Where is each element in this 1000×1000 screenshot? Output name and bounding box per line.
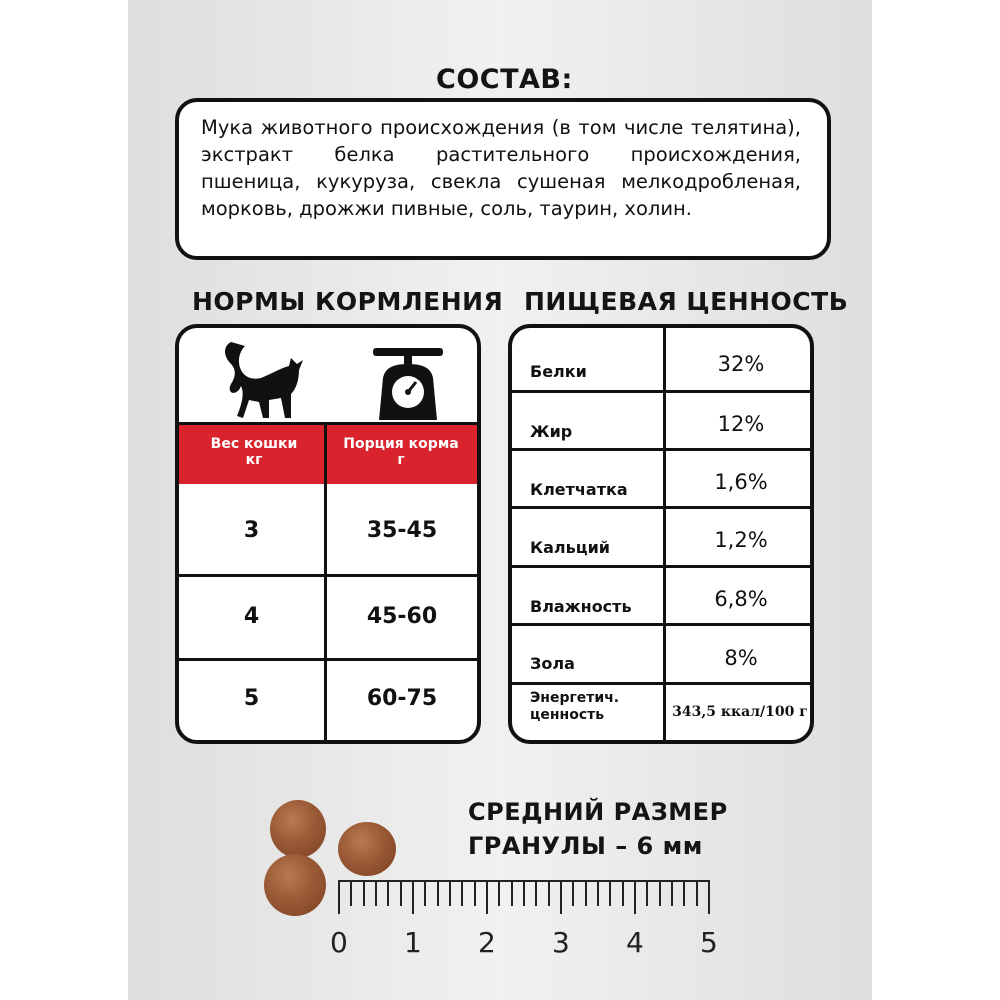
nutrition-row-divider	[512, 565, 810, 568]
nutrient-value: 32%	[717, 352, 765, 376]
ruler-tick	[375, 880, 377, 906]
table-row-portion: 35-45	[366, 518, 438, 543]
nutrition-table	[508, 324, 814, 744]
ruler-tick	[523, 880, 525, 906]
table-row-portion: 60-75	[366, 686, 438, 711]
ruler-tick	[461, 880, 463, 906]
kibble-granule	[270, 800, 326, 858]
col-weight-unit: кг	[245, 452, 263, 468]
feeding-table	[175, 324, 481, 744]
kibble-granule	[264, 854, 326, 916]
kibble-granule	[338, 822, 396, 876]
ruler-tick	[572, 880, 574, 906]
ruler-label: 4	[626, 926, 644, 959]
ruler-tick	[646, 880, 648, 906]
ruler-tick	[560, 880, 562, 914]
ruler-tick	[696, 880, 698, 906]
ruler-tick	[363, 880, 365, 906]
nutrient-label: Белки	[530, 362, 587, 381]
nutrition-row-divider	[512, 506, 810, 509]
ruler-tick	[597, 880, 599, 906]
nutrition-row-divider	[512, 448, 810, 451]
ruler-tick	[498, 880, 500, 906]
ruler-label: 2	[478, 926, 496, 959]
ruler-label: 0	[330, 926, 348, 959]
ruler-tick	[424, 880, 426, 906]
ruler-tick	[387, 880, 389, 906]
nutrition-title: ПИЩЕВАЯ ЦЕННОСТЬ	[524, 287, 849, 316]
nutrient-label: Кальций	[530, 538, 610, 557]
nutrient-value: 1,6%	[714, 470, 768, 494]
ruler-tick	[535, 880, 537, 906]
nutrient-label: Зола	[530, 654, 575, 673]
ruler-tick	[474, 880, 476, 906]
ruler-tick	[486, 880, 488, 914]
col-weight-header	[189, 436, 319, 468]
energy-label-line: Энергетич.	[530, 690, 620, 706]
scale-icon	[371, 344, 445, 420]
ruler-tick	[437, 880, 439, 906]
energy-label-line: ценность	[530, 707, 605, 723]
nutrition-row-divider	[512, 623, 810, 626]
feeding-divider	[179, 422, 477, 425]
ruler-tick	[634, 880, 636, 914]
col-weight-label: Вес кошки	[210, 436, 298, 452]
ruler-tick	[511, 880, 513, 906]
table-row-weight: 3	[243, 518, 260, 543]
granule-title-line1: СРЕДНИЙ РАЗМЕР	[468, 798, 728, 826]
ruler-tick	[548, 880, 550, 906]
feeding-title: НОРМЫ КОРМЛЕНИЯ	[192, 287, 504, 316]
ruler-label: 5	[700, 926, 718, 959]
ruler-tick	[671, 880, 673, 906]
nutrient-value: 1,2%	[714, 528, 768, 552]
ruler-tick	[585, 880, 587, 906]
ruler-tick	[338, 880, 340, 914]
feeding-row-divider	[179, 658, 477, 661]
nutrient-value: 6,8%	[714, 587, 768, 611]
nutrient-value: 8%	[724, 646, 758, 670]
ruler-label: 3	[552, 926, 570, 959]
nutrient-label: Влажность	[530, 597, 632, 616]
nutrient-value: 12%	[717, 412, 765, 436]
nutrient-label: Жир	[530, 422, 573, 441]
composition-text: Мука животного происхождения (в том числе телятина), экстракт белка растительного происхождения, пшеница, кукуруза, свекла сушеная мелкодробленая, морковь, дрожжи пивные, соль, таурин, холин.	[201, 116, 801, 220]
ruler-tick	[412, 880, 414, 914]
ruler-tick	[622, 880, 624, 906]
col-portion-unit: г	[397, 452, 405, 468]
composition-box	[175, 98, 831, 260]
ruler-tick	[350, 880, 352, 906]
table-row-weight: 5	[243, 686, 260, 711]
ruler-tick	[659, 880, 661, 906]
composition-title: СОСТАВ:	[436, 64, 573, 95]
table-row-weight: 4	[243, 604, 260, 629]
ruler-tick	[449, 880, 451, 906]
nutrition-row-divider	[512, 682, 810, 685]
ruler-tick	[708, 880, 710, 914]
feeding-row-divider	[179, 574, 477, 577]
ruler-tick	[400, 880, 402, 906]
ruler-tick	[609, 880, 611, 906]
col-portion-header	[327, 436, 475, 468]
ruler-label: 1	[404, 926, 422, 959]
nutrient-label: Клетчатка	[530, 480, 628, 499]
granule-title-line2: ГРАНУЛЫ – 6 мм	[468, 832, 703, 860]
feeding-header-band	[179, 424, 477, 484]
energy-value: 343,5 ккал/100 г	[672, 704, 808, 720]
table-row-portion: 45-60	[366, 604, 438, 629]
nutrition-row-divider	[512, 390, 810, 393]
cat-icon	[211, 338, 311, 423]
energy-label	[530, 690, 619, 724]
col-portion-label: Порция корма	[343, 436, 459, 452]
ruler-tick	[683, 880, 685, 906]
